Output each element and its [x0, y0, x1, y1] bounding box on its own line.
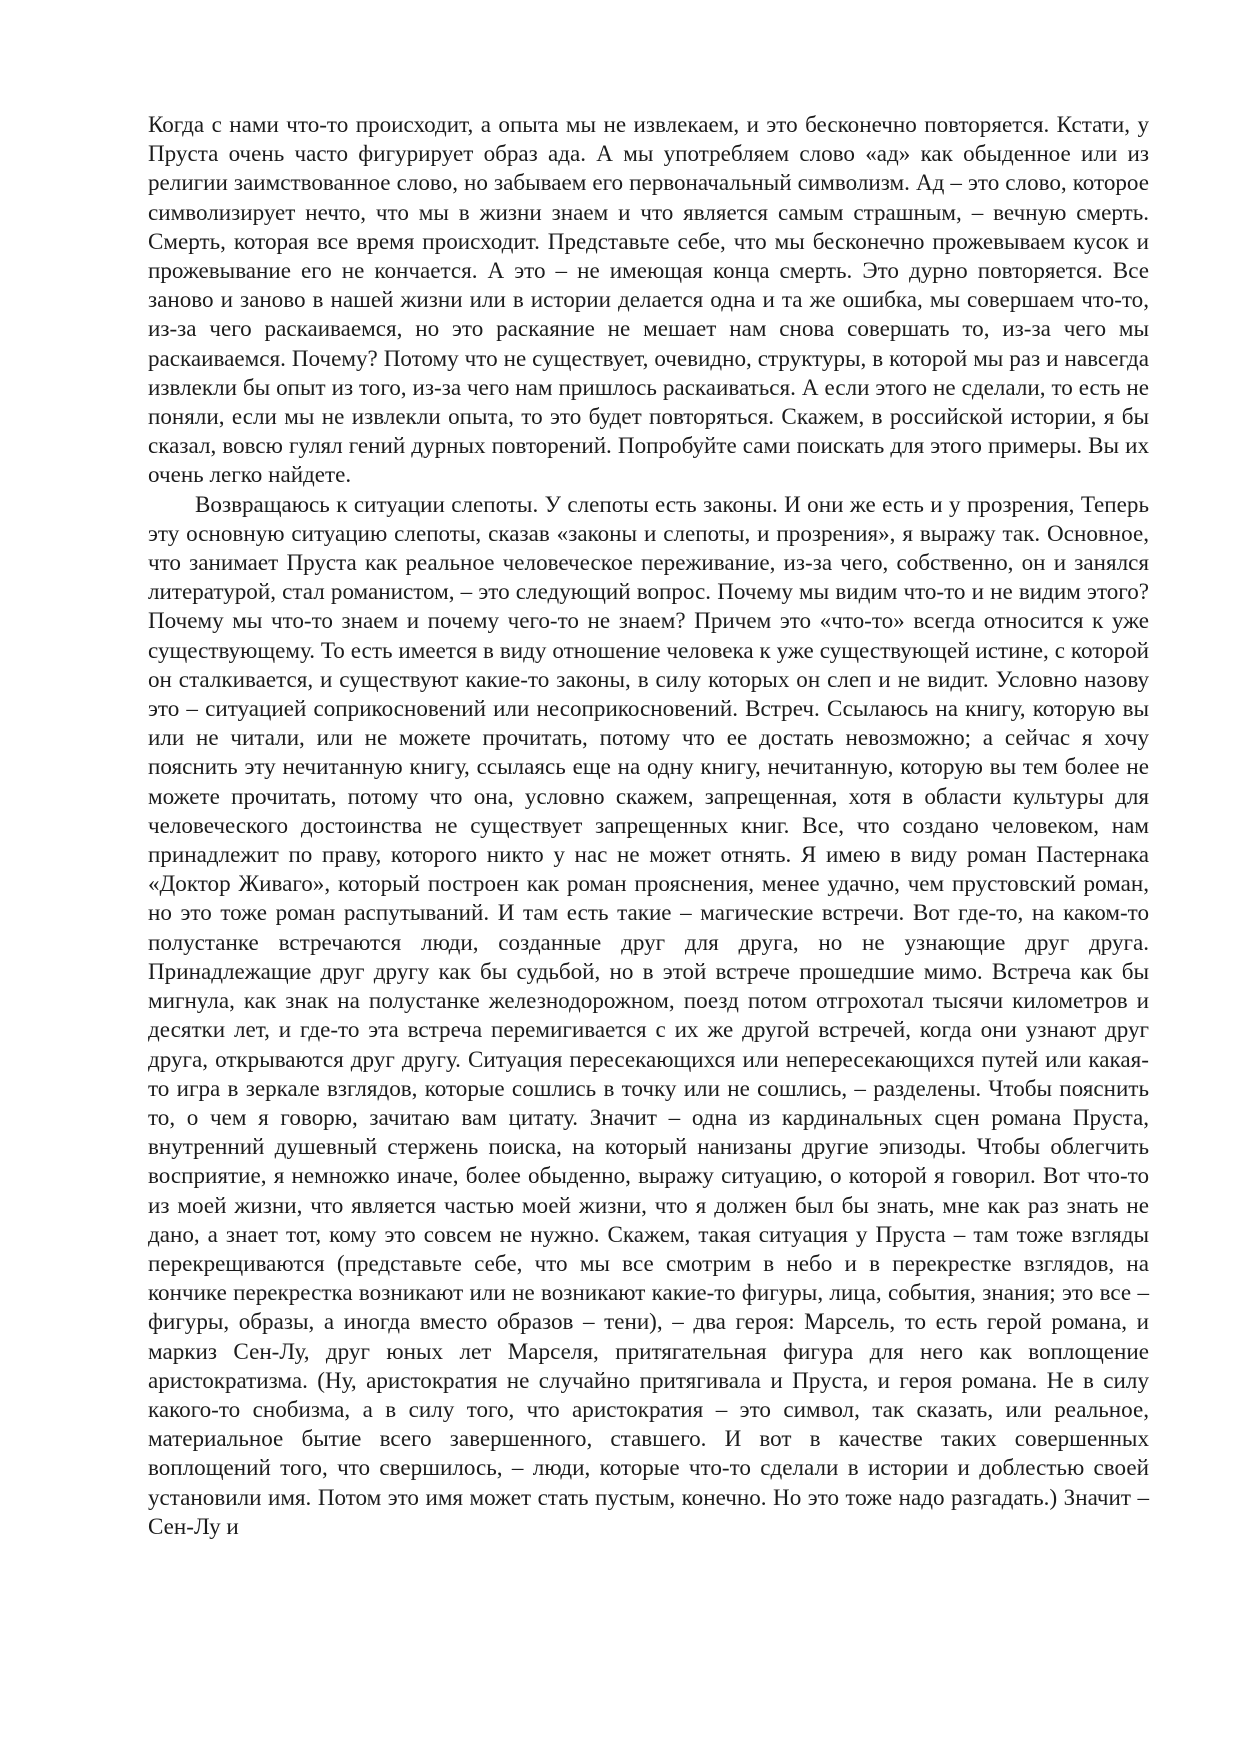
- body-text: [148, 110, 1149, 1541]
- paragraph-2: Возвращаюсь к ситуации слепоты. У слепоты есть законы. И они же есть и у прозрения, Теперь эту основную ситуацию слепоты, сказав «законы и слепоты, и прозрения», я выражу так. Основное, что занимает Пруста как реальное человеческое переживание, из-за чего, собственно, он и занялся литературой, стал романистом, – это следующий вопрос. Почему мы видим что-то и не видим этого? Почему мы что-то знаем и почему чего-то не знаем? Причем это «что-то» всегда относится к уже существующему. То есть имеется в виду отношение человека к уже существующей истине, с которой он сталкивается, и существуют какие-то законы, в силу которых он слеп и не видит. Условно назову это – ситуацией соприкосновений или несоприкосновений. Встреч. Ссылаюсь на книгу, которую вы или не читали, или не можете прочитать, потому что ее достать невозможно; а сейчас я хочу пояснить эту нечитанную книгу, ссылаясь еще на одну книгу, нечитанную, которую вы тем более не можете прочитать, потому что она, условно скажем, запрещенная, хотя в области культуры для человеческого достоинства не существует запрещенных книг. Все, что создано человеком, нам принадлежит по праву, которого никто у нас не может отнять. Я имею в виду роман Пастернака «Доктор Живаго», который построен как роман прояснения, менее удачно, чем прустовский роман, но это тоже роман распутываний. И там есть такие – магические встречи. Вот где-то, на каком-то полустанке встречаются люди, созданные друг для друга, но не узнающие друг друга. Принадлежащие друг другу как бы судьбой, но в этой встрече прошедшие мимо. Встреча как бы мигнула, как знак на полустанке железнодорожном, поезд потом отгрохотал тысячи километров и десятки лет, и где-то эта встреча перемигивается с их же другой встречей, когда они узнают друг друга, открываются друг другу. Ситуация пересекающихся или непересекающихся путей или какая-то игра в зеркале взглядов, которые сошлись в точку или не сошлись, – разделены. Чтобы пояснить то, о чем я говорю, зачитаю вам цитату. Значит – одна из кардинальных сцен романа Пруста, внутренний душевный стержень поиска, на который нанизаны другие эпизоды. Чтобы облегчить восприятие, я немножко иначе, более обыденно, выражу ситуацию, о которой я говорил. Вот что-то из моей жизни, что является частью моей жизни, что я должен был бы знать, мне как раз знать не дано, а знает тот, кому это совсем не нужно. Скажем, такая ситуация у Пруста – там тоже взгляды перекрещиваются (представьте себе, что мы все смотрим в небо и в перекрестке взглядов, на кончике перекрестка возникают или не возникают какие-то фигуры, лица, события, знания; это все – фигуры, образы, а иногда вместо образов – тени), – два героя: Марсель, то есть герой романа, и маркиз Сен-Лу, друг юных лет Марселя, притягательная фигура для него как воплощение аристократизма. (Ну, аристократия не случайно притягивала и Пруста, и героя романа. Не в силу какого-то снобизма, а в силу того, что аристократия – это символ, так сказать, или реальное, материальное бытие всего завершенного, ставшего. И вот в качестве таких совершенных воплощений того, что свершилось, – люди, которые что-то сделали в истории и доблестью своей установили имя. Потом это имя может стать пустым, конечно. Но это тоже надо разгадать.) Значит – Сен-Лу и: [148, 490, 1149, 1539]
- paragraph-1: Когда с нами что-то происходит, а опыта мы не извлекаем, и это бесконечно повторяется. Кстати, у Пруста очень часто фигурирует образ ада. А мы употребляем слово «ад» как обыденное или из религии заимствованное слово, но забываем его первоначальный символизм. Ад – это слово, которое символизирует нечто, что мы в жизни знаем и что является самым страшным, – вечную смерть. Смерть, которая все время происходит. Представьте себе, что мы бесконечно прожевываем кусок и прожевывание его не кончается. А это – не имеющая конца смерть. Это дурно повторяется. Все заново и заново в нашей жизни или в истории делается одна и та же ошибка, мы совершаем что-то, из-за чего раскаиваемся, но это раскаяние не мешает нам снова совершать то, из-за чего мы раскаиваемся. Почему? Потому что не существует, очевидно, структуры, в которой мы раз и навсегда извлекли бы опыт из того, из-за чего нам пришлось раскаиваться. А если этого не сделали, то есть не поняли, если мы не извлекли опыта, то это будет повторяться. Скажем, в российской истории, я бы сказал, вовсю гулял гений дурных повторений. Попробуйте сами поискать для этого примеры. Вы их очень легко найдете.: [148, 111, 1149, 488]
